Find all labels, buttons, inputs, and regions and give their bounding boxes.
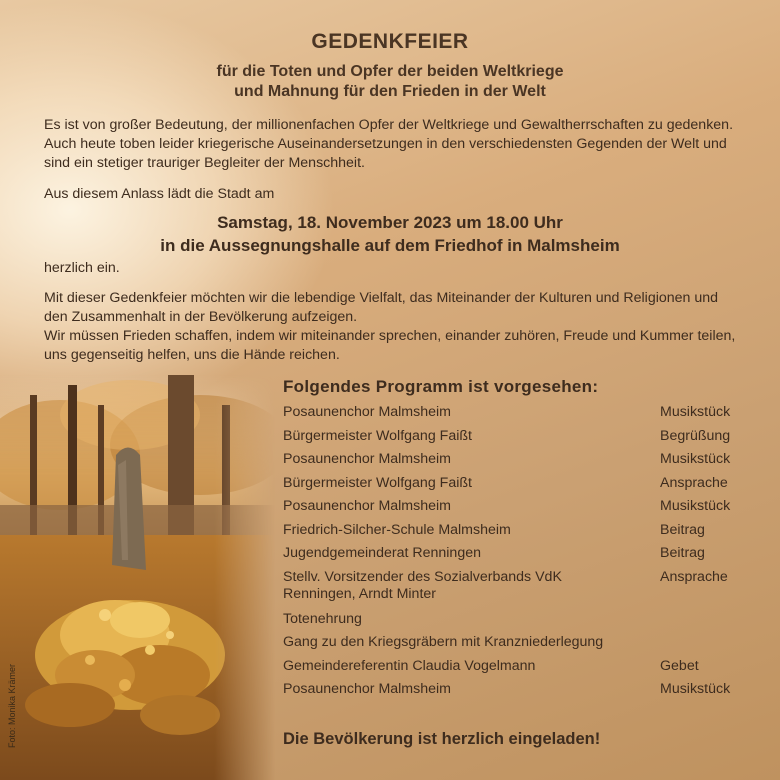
- program-item: [283, 634, 753, 658]
- subtitle-line-1: für die Toten und Opfer der beiden Weltkriege: [216, 63, 564, 80]
- closing-invitation: Die Bevölkerung ist herzlich eingeladen!: [283, 730, 601, 748]
- event-place: in die Aussegnungshalle auf dem Friedhof in Malmsheim: [160, 236, 620, 255]
- page-title: GEDENKFEIER: [311, 30, 469, 53]
- program-item: [283, 569, 753, 611]
- program-item-performer: Posaunenchor Malmsheim: [283, 451, 451, 467]
- program-item: [283, 451, 753, 475]
- program-item-type: Ansprache: [660, 568, 728, 585]
- program-item: [283, 498, 753, 522]
- program-item-type: Begrüßung: [660, 427, 731, 444]
- program-item-performer: Posaunenchor Malmsheim: [283, 681, 451, 697]
- photo-credit: Foto: Monika Krämer: [7, 663, 17, 748]
- program-item-type: Beitrag: [660, 521, 705, 538]
- program-item-performer: Bürgermeister Wolfgang Faißt: [283, 474, 472, 491]
- purpose-paragraph: [44, 289, 744, 365]
- invite-tail: herzlich ein.: [44, 260, 120, 276]
- cemetery-autumn-photo: [0, 375, 275, 780]
- program-item: [283, 545, 753, 569]
- program-heading: Folgendes Programm ist vorgesehen:: [283, 377, 599, 396]
- program-item-performer: Gang zu den Kriegsgräbern mit Kranzniederlegung: [283, 634, 604, 650]
- program-item: [283, 611, 753, 635]
- intro-paragraph: Es ist von großer Bedeutung, der millionenfachen Opfer der Weltkriege und Gewaltherrschaften zu gedenken. Auch heute toben leider kriegerische Auseinandersetzungen in den verschiedensten Gegenden der Welt und sind ein stetiger trauriger Begleiter der Menschheit.: [44, 117, 734, 171]
- program-item-performer: Posaunenchor Malmsheim: [283, 498, 451, 514]
- program-item: [283, 658, 753, 682]
- program-item-type: Musikstück: [660, 681, 731, 697]
- purpose-line-2: Wir müssen Frieden schaffen, indem wir miteinander sprechen, einander zuhören, Freude und Kummer teilen, uns gegenseitig helfen, uns die Hände reichen.: [44, 328, 736, 363]
- subtitle-line-2: und Mahnung für den Frieden in der Welt: [234, 83, 546, 100]
- program-item-performer: Stellv. Vorsitzender des Sozialverbands VdK Renningen, Arndt Minter: [283, 568, 562, 602]
- program-item: [283, 475, 753, 499]
- subtitle: [0, 62, 780, 102]
- program-item: [283, 404, 753, 428]
- program-item-performer: Totenehrung: [283, 610, 362, 627]
- program-item-type: Beitrag: [660, 545, 705, 561]
- program-item: [283, 522, 753, 546]
- program-item-type: Musikstück: [660, 404, 731, 420]
- program-item: [283, 428, 753, 452]
- program-item-performer: Gemeindereferentin Claudia Vogelmann: [283, 657, 536, 674]
- program-item-type: Musikstück: [660, 498, 731, 514]
- program-list: [283, 404, 753, 705]
- purpose-line-1: Mit dieser Gedenkfeier möchten wir die lebendige Vielfalt, das Miteinander der Kulturen und Religionen und den Zusammenhalt in der Bevölkerung aufzeigen.: [44, 290, 719, 325]
- program-item-type: Gebet: [660, 657, 699, 674]
- program-item: [283, 681, 753, 705]
- program-item-type: Musikstück: [660, 451, 731, 467]
- program-item-performer: Posaunenchor Malmsheim: [283, 404, 451, 420]
- program-item-performer: Jugendgemeinderat Renningen: [283, 545, 481, 561]
- program-item-performer: Friedrich-Silcher-Schule Malmsheim: [283, 521, 511, 538]
- program-item-performer: Bürgermeister Wolfgang Faißt: [283, 427, 472, 444]
- event-date: Samstag, 18. November 2023 um 18.00 Uhr: [217, 213, 563, 232]
- program-item-type: Ansprache: [660, 474, 728, 491]
- invite-lead: Aus diesem Anlass lädt die Stadt am: [44, 186, 275, 202]
